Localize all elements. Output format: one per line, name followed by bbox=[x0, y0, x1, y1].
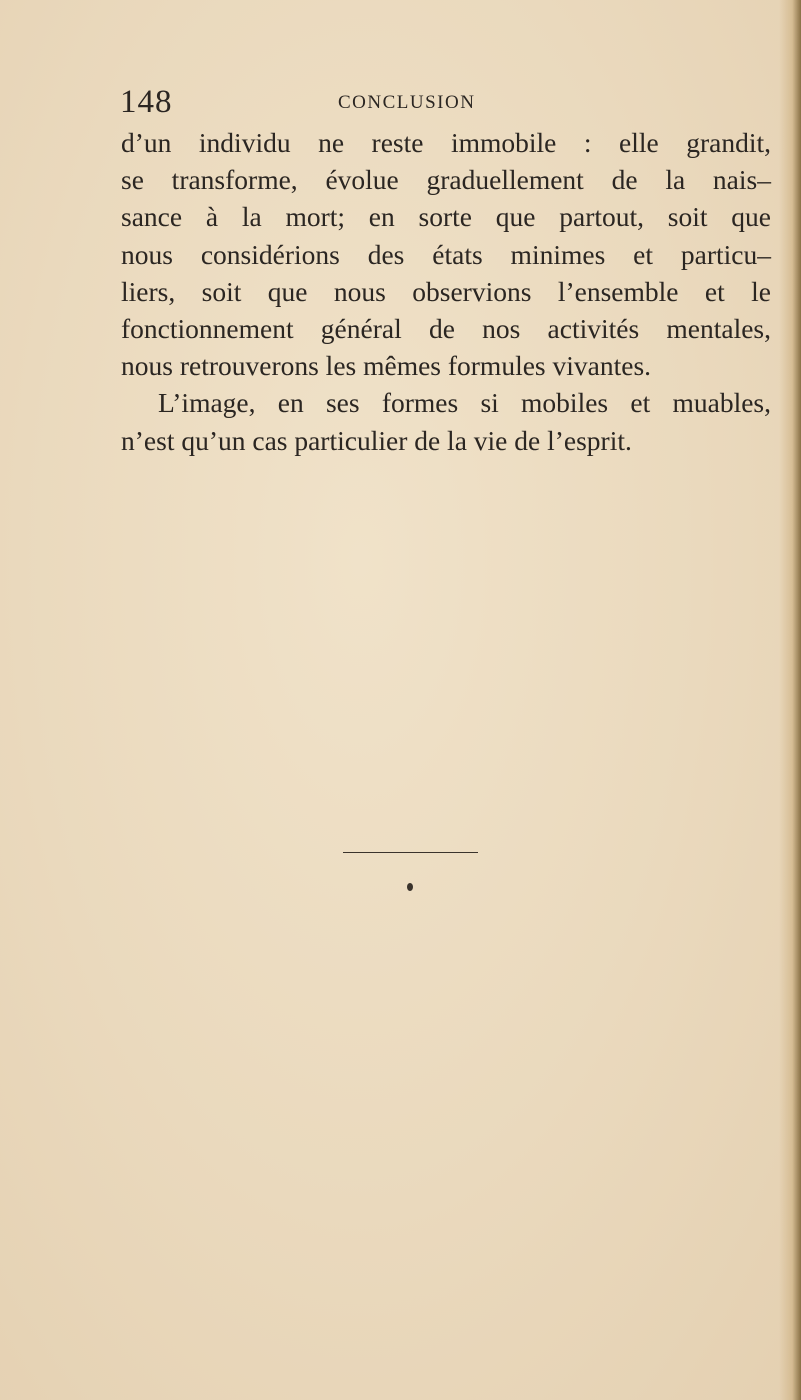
text-line: n’est qu’un cas particulier de la vie de l’esprit. bbox=[121, 424, 632, 456]
text-line: L’image, en ses formes si mobiles et muables, bbox=[158, 387, 771, 419]
text-line: fonctionnement général de nos activités mentales, bbox=[121, 313, 771, 345]
running-head: CONCLUSION bbox=[338, 92, 476, 113]
page-edge-shadow bbox=[779, 0, 801, 1400]
text-line: d’un individu ne reste immobile : elle grandit, bbox=[121, 127, 771, 158]
text-line: liers, soit que nous observions l’ensemble et le bbox=[121, 275, 771, 307]
body-text bbox=[121, 124, 771, 459]
text-line: nous considérions des états minimes et particu– bbox=[121, 238, 771, 270]
text-line: nous retrouverons les mêmes formules vivantes. bbox=[121, 350, 652, 382]
text-line: se transforme, évolue graduellement de la nais– bbox=[121, 164, 771, 196]
end-rule bbox=[343, 852, 478, 853]
text-line: sance à la mort; en sorte que partout, soit que bbox=[121, 201, 771, 233]
page-header bbox=[0, 82, 801, 122]
page-number: 148 bbox=[120, 84, 173, 120]
ornament-dot bbox=[407, 883, 413, 891]
